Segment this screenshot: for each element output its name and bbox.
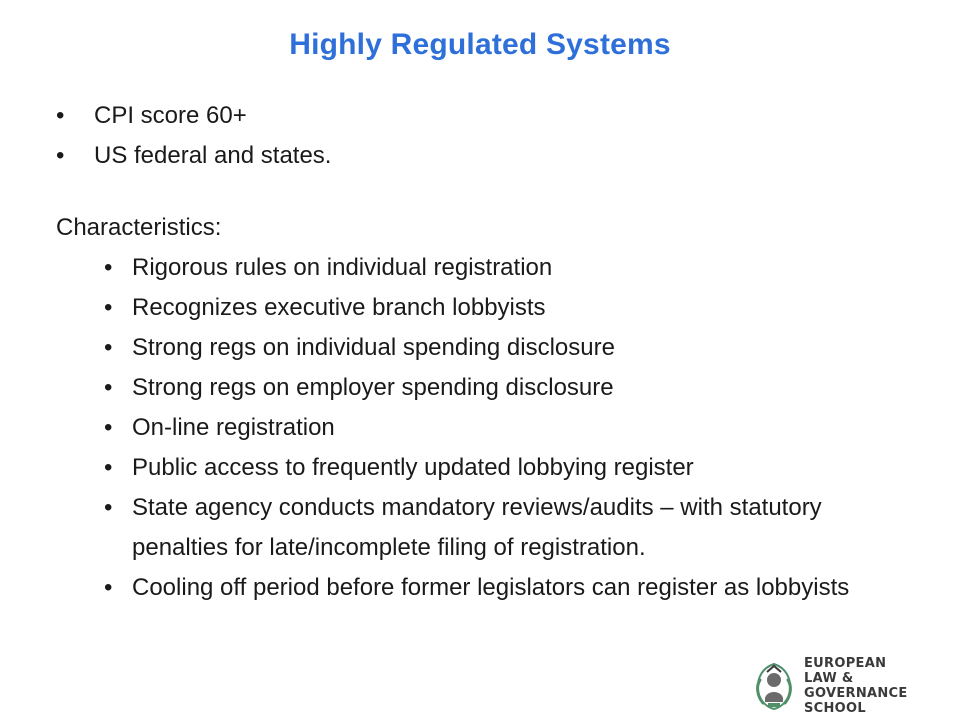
- logo-line-law-governance: LAW & GOVERNANCE: [804, 671, 908, 701]
- characteristics-heading: Characteristics:: [56, 214, 222, 241]
- characteristic-item: • Public access to frequently updated lobbying register: [104, 448, 904, 488]
- characteristic-item: • Strong regs on individual spending disclosure: [104, 328, 904, 368]
- slide-title: Highly Regulated Systems: [289, 28, 671, 61]
- characteristic-item: • State agency conducts mandatory reviews/audits – with statutory penalties for late/incomplete filing of registration.: [104, 488, 904, 568]
- logo-line-school: SCHOOL: [804, 701, 866, 716]
- characteristic-item: • Recognizes executive branch lobbyists: [104, 288, 904, 328]
- characteristic-item: • On-line registration: [104, 408, 904, 448]
- top-bullet-list: [56, 96, 331, 176]
- characteristic-item: • Strong regs on employer spending disclosure: [104, 368, 904, 408]
- characteristic-item: • Rigorous rules on individual registration: [104, 248, 904, 288]
- logo-text: [804, 656, 948, 716]
- school-logo: [752, 658, 948, 714]
- crest-icon: [752, 660, 796, 712]
- bullet-cpi-score: • CPI score 60+: [56, 96, 331, 136]
- characteristics-list: [104, 248, 904, 608]
- logo-line-european: EUROPEAN: [804, 656, 887, 671]
- bullet-us-federal: • US federal and states.: [56, 136, 331, 176]
- characteristic-item: • Cooling off period before former legislators can register as lobbyists: [104, 568, 904, 608]
